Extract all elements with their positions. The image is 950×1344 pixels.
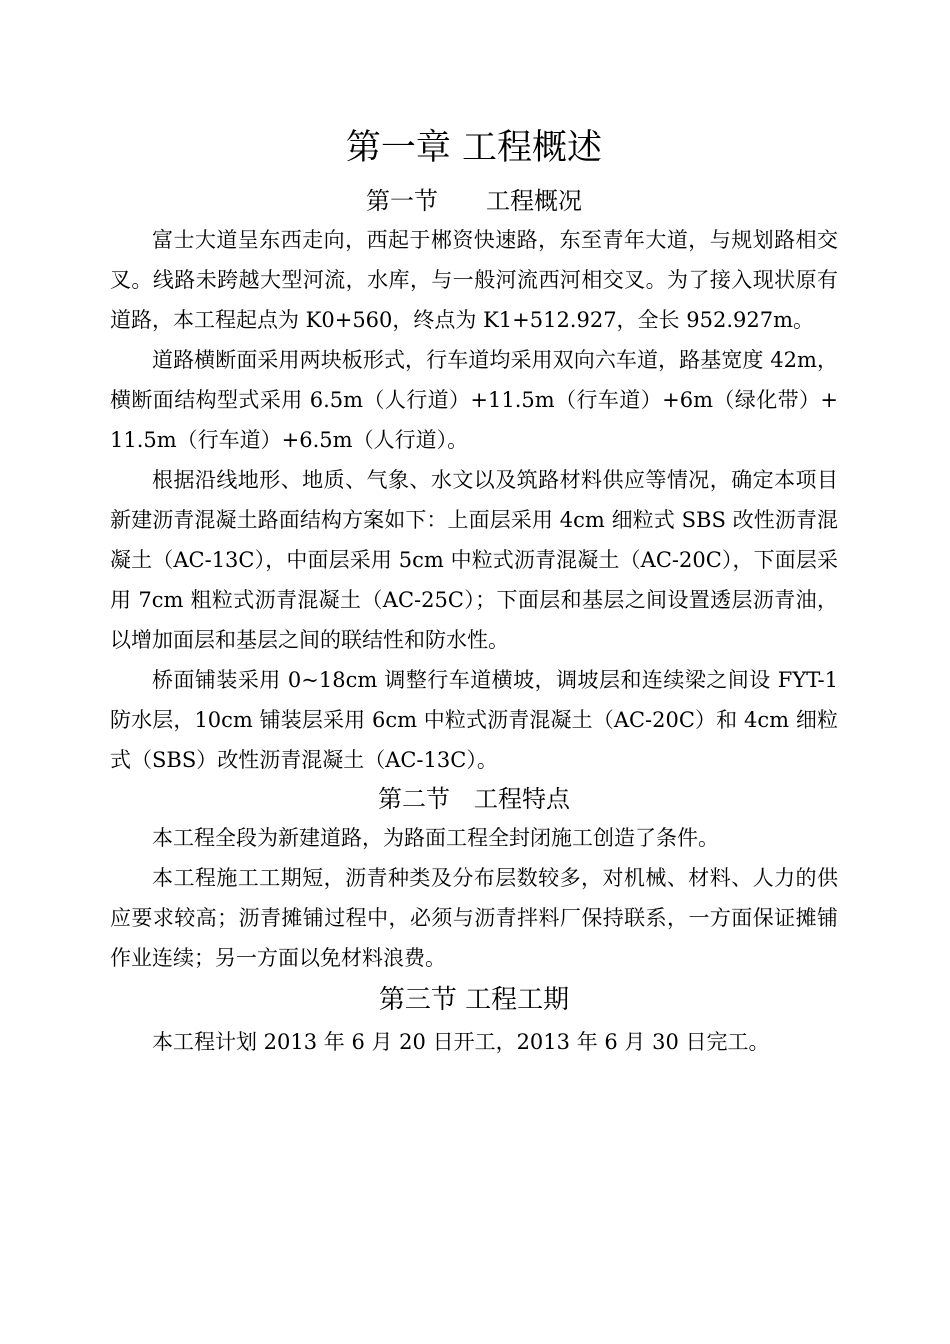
section-1-paragraph-4: 桥面铺装采用 0~18cm 调整行车道横坡，调坡层和连续梁之间设 FYT-1 防水层，10cm 铺装层采用 6cm 中粒式沥青混凝土（AC-20C）和 4cm 细粒式（SBS）改性沥青混凝土（AC-13C）。 xyxy=(110,668,838,772)
document-body xyxy=(110,118,838,1062)
section-2-paragraph-1: 本工程全段为新建道路，为路面工程全封闭施工创造了条件。 xyxy=(152,826,719,850)
section-title-2: 第二节 工程特点 xyxy=(378,785,570,813)
section-1-paragraph-2: 道路横断面采用两块板形式，行车道均采用双向六车道，路基宽度 42m，横断面结构型式采用 6.5m（人行道）+11.5m（行车道）+6m（绿化带）+11.5m（行车道）+6.5m（人行道）。 xyxy=(110,348,838,452)
section-1-paragraph-3: 根据沿线地形、地质、气象、水文以及筑路材料供应等情况，确定本项目新建沥青混凝土路面结构方案如下：上面层采用 4cm 细粒式 SBS 改性沥青混凝土（AC-13C），中面层采用 5cm 中粒式沥青混凝土（AC-20C），下面层采用 7cm 粗粒式沥青混凝土（AC-25C）；下面层和基层之间设置透层沥青油，以增加面层和基层之间的联结性和防水性。 xyxy=(110,468,838,652)
section-title-3: 第三节 工程工期 xyxy=(378,985,570,1015)
section-3-paragraph-1: 本工程计划 2013 年 6 月 20 日开工，2013 年 6 月 30 日完工。 xyxy=(152,1030,770,1054)
section-2-paragraph-2: 本工程施工工期短，沥青种类及分布层数较多，对机械、材料、人力的供应要求较高；沥青摊铺过程中，必须与沥青拌料厂保持联系，一方面保证摊铺作业连续；另一方面以免材料浪费。 xyxy=(110,866,838,970)
chapter-title: 第一章 工程概述 xyxy=(345,128,603,168)
section-1-paragraph-1: 富士大道呈东西走向，西起于郴资快速路，东至青年大道，与规划路相交叉。线路未跨越大型河流，水库，与一般河流西河相交叉。为了接入现状原有道路，本工程起点为 K0+560，终点为 K1+512.927，全长 952.927m。 xyxy=(110,228,838,332)
section-title-1: 第一节 工程概况 xyxy=(366,187,582,215)
